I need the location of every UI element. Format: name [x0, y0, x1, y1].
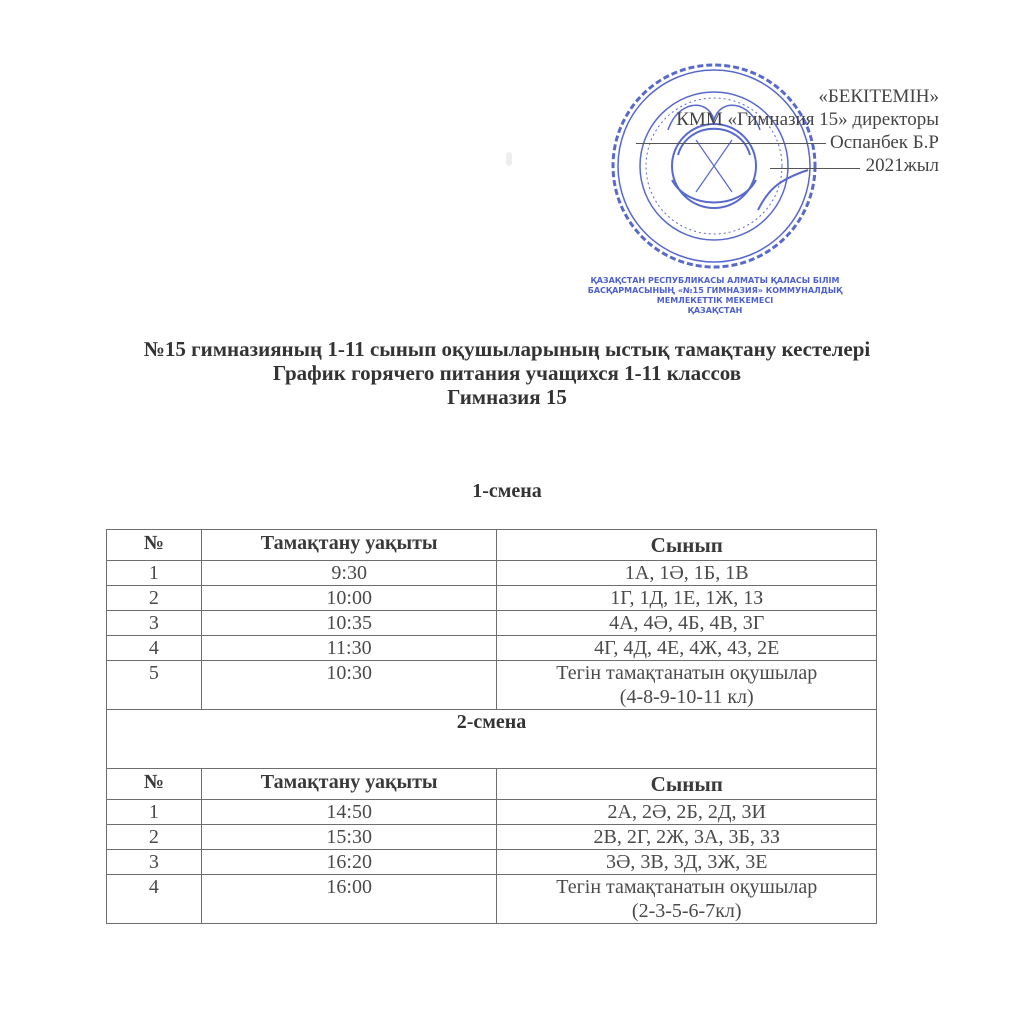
table-row: [107, 800, 877, 825]
table-row: [107, 561, 877, 586]
year-line: 2021жыл: [865, 155, 939, 176]
document-title: [0, 337, 1014, 409]
table-row: [107, 611, 877, 636]
meal-time: 10:35: [201, 611, 497, 636]
director-signature-row: [636, 131, 939, 154]
shift1-heading: 1-смена: [472, 480, 542, 502]
meal-time: 10:00: [201, 586, 497, 611]
row-number: 2: [107, 825, 202, 850]
class-list: 1Г, 1Д, 1Е, 1Ж, 1З: [497, 586, 877, 611]
class-list: [497, 661, 877, 710]
meal-time: 16:20: [201, 850, 497, 875]
table-row: [107, 586, 877, 611]
stamp-inscription: [560, 276, 870, 316]
shift2-heading-row: [107, 710, 877, 769]
row-number: 5: [107, 661, 202, 710]
meal-time: 9:30: [201, 561, 497, 586]
free-meal-label: Тегін тамақтанатын оқушылар: [556, 662, 818, 684]
class-list: [497, 875, 877, 924]
meal-time: 14:50: [201, 800, 497, 825]
row-number: 3: [107, 850, 202, 875]
class-list: 3Ә, 3В, 3Д, 3Ж, 3Е: [497, 850, 877, 875]
table-row: [107, 875, 877, 924]
table-row: [107, 636, 877, 661]
class-list: 1А, 1Ә, 1Б, 1В: [497, 561, 877, 586]
table-row: [107, 661, 877, 710]
column-header-number: №: [107, 530, 202, 561]
director-line: КММ «Гимназия 15» директоры: [676, 109, 939, 130]
free-meal-label: Тегін тамақтанатын оқушылар: [556, 876, 818, 898]
approval-block: [636, 85, 939, 177]
meal-time: 16:00: [201, 875, 497, 924]
shift2-header-row: [107, 769, 877, 800]
meal-time: 10:30: [201, 661, 497, 710]
column-header-class: Сынып: [497, 530, 877, 561]
column-header-number: №: [107, 769, 202, 800]
approved-label: «БЕКІТЕМІН»: [818, 86, 939, 107]
stamp-outer-text: ҚАЗАҚСТАН РЕСПУБЛИКАСЫ АЛМАТЫ ҚАЛАСЫ БІЛІМ БАСҚАРМАСЫНЫҢ «№15 ГИМНАЗИЯ» КОММУНАЛДЫҚ МЕМЛЕКЕТТІК МЕКЕМЕСІ: [587, 276, 843, 305]
title-kazakh: №15 гимназияның 1-11 сынып оқушыларының ыстық тамақтану кестелері: [143, 337, 871, 361]
stamp-center-text: ҚАЗАҚСТАН: [687, 306, 743, 315]
row-number: 4: [107, 875, 202, 924]
date-blank-line: [770, 167, 860, 169]
class-list: 4Г, 4Д, 4Е, 4Ж, 4З, 2Е: [497, 636, 877, 661]
table-row: [107, 825, 877, 850]
table-row: [107, 850, 877, 875]
meal-schedule-table: [106, 529, 877, 924]
date-row: [636, 154, 939, 177]
shift2-heading-cell: [107, 710, 877, 769]
title-school: Гимназия 15: [447, 385, 567, 409]
row-number: 2: [107, 586, 202, 611]
class-list: 2В, 2Г, 2Ж, 3А, 3Б, 3З: [497, 825, 877, 850]
meal-time: 15:30: [201, 825, 497, 850]
row-number: 1: [107, 800, 202, 825]
row-number: 3: [107, 611, 202, 636]
free-meal-grades: (4-8-9-10-11 кл): [619, 686, 754, 708]
row-number: 1: [107, 561, 202, 586]
director-name: Оспанбек Б.Р: [830, 132, 939, 153]
shift2-heading: 2-смена: [456, 711, 527, 733]
class-list: 4А, 4Ә, 4Б, 4В, 3Г: [497, 611, 877, 636]
signature-line: [636, 142, 826, 144]
shift1-header-row: [107, 530, 877, 561]
column-header-time: Тамақтану уақыты: [201, 530, 497, 561]
meal-time: 11:30: [201, 636, 497, 661]
scan-artifact: [506, 152, 512, 166]
column-header-class: Сынып: [497, 769, 877, 800]
row-number: 4: [107, 636, 202, 661]
title-russian: График горячего питания учащихся 1-11 классов: [272, 361, 742, 385]
class-list: 2А, 2Ә, 2Б, 2Д, 3И: [497, 800, 877, 825]
free-meal-grades: (2-3-5-6-7кл): [631, 900, 742, 922]
column-header-time: Тамақтану уақыты: [201, 769, 497, 800]
